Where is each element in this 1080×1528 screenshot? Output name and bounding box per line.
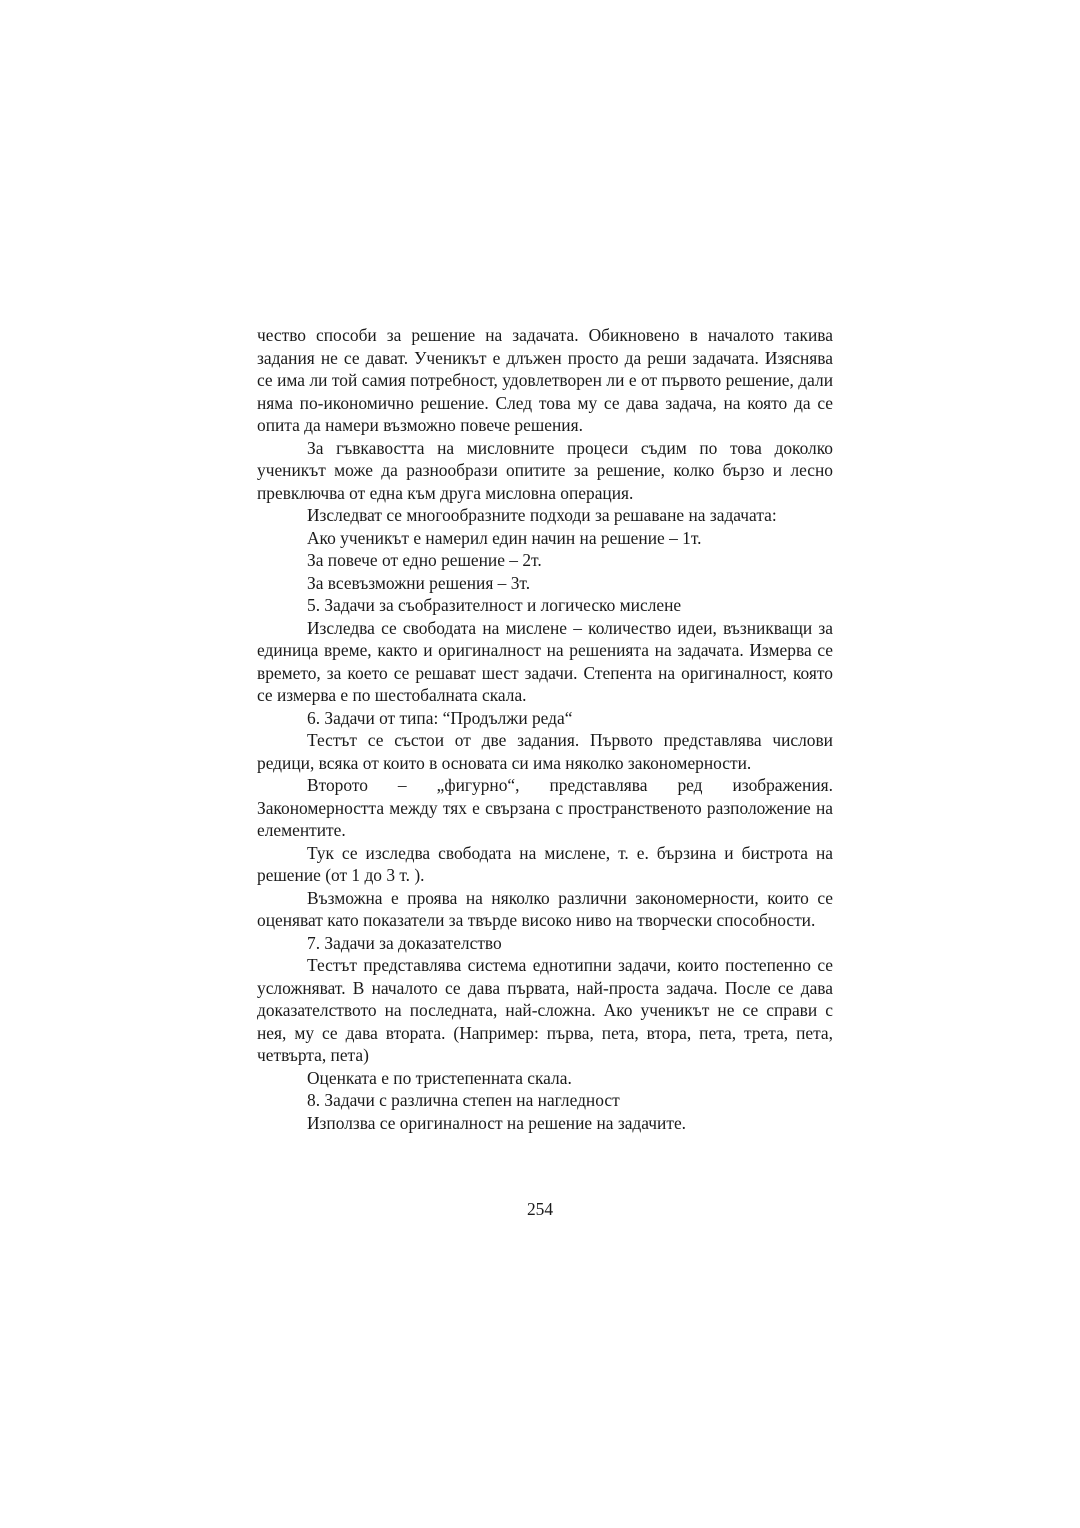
paragraph-5: Изследва се свободата на мислене – количество идеи, възникващи за единица време, както и оригиналност на решенията на задачата. Измерва се времето, за което се решават шест задачи. Степента на оригиналност, която се измерва е по шестобалната скала.	[257, 617, 833, 705]
paragraph-1: чество способи за решение на задачата. Обикновено в началото такива задания не се дават. Ученикът е длъжен просто да реши задачата. Изяснява се има ли той самия потребност, удовлетворен ли е от първото решение, дали няма по-икономично решение. След това му се дава задача, на която да се опита да намери възможно повече решения.	[257, 325, 833, 435]
paragraph-2: За гъвкавостта на мисловните процеси съдим по това доколко ученикът може да разнообрази опитите за решение, колко бързо и лесно превключва от една към друга мисловна операция.	[257, 437, 833, 503]
paragraph-6b: Второто – „фигурно“, представлява ред изображения. Закономерността между тях е свързана с пространственото разположение на елементите.	[257, 775, 833, 840]
paragraph-6c: Тук се изследва свободата на мислене, т. е. бързина и бистрота на решение (от 1 до 3 т. ).	[257, 842, 833, 885]
paragraph-7b: Оценката е по тристепенната скала.	[307, 1067, 572, 1088]
paragraph-6a: Тестът се състои от две задания. Първото представлява числови редици, всяка от които в основата си има няколко закономерности.	[257, 730, 833, 773]
section-heading-5: 5. Задачи за съобразителност и логическо мислене	[307, 595, 682, 615]
score-line-3: За всевъзможни решения – 3т.	[307, 572, 531, 593]
section-heading-7: 7. Задачи за доказателство	[307, 932, 502, 953]
section-heading-6: 6. Задачи от типа: “Продължи реда“	[307, 707, 573, 728]
body-text	[257, 324, 833, 1134]
score-line-2: За повече от едно решение – 2т.	[307, 550, 542, 570]
paragraph-8: Използва се оригиналност на решение на задачите.	[307, 1112, 687, 1133]
page-number: 254	[526, 1199, 554, 1219]
paragraph-7a: Тестът представлява система еднотипни задачи, които постепенно се усложняват. В началото се дава първата, най-проста задача. После се дава доказателството на последната, най-сложна. Ако ученикът не се справи с нея, му се дава втората. (Например: първа, пета, втора, пета, трета, пета, четвърта, пета)	[257, 955, 833, 1065]
section-heading-8: 8. Задачи с различна степен на нагледност	[307, 1090, 620, 1110]
score-line-1: Ако ученикът е намерил един начин на решение – 1т.	[307, 527, 702, 548]
paragraph-6d: Възможна е проява на няколко различни закономерности, които се оценяват като показатели за твърде високо ниво на творчески способности.	[257, 887, 833, 930]
paragraph-3: Изследват се многообразните подходи за решаване на задачата:	[307, 505, 777, 525]
